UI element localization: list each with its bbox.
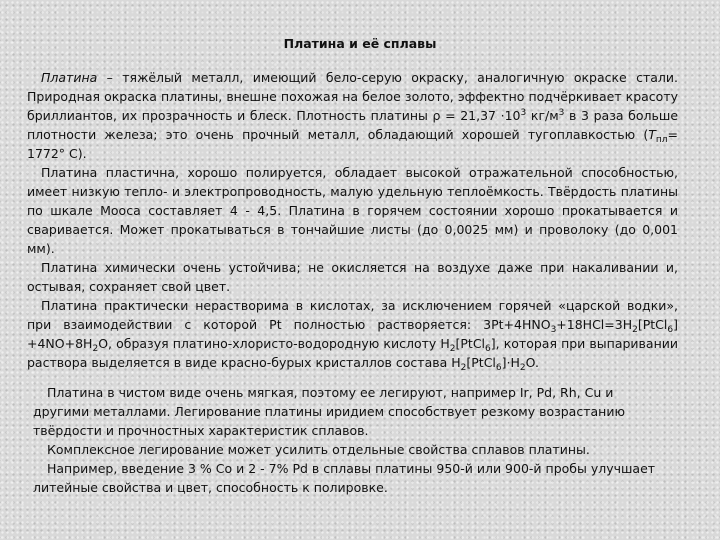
paragraph-example: Например, введение 3 % Co и 2 - 7% Pd в сплавы платины 950-й или 900-й пробы улучшает литейные свойства и цвет, способность к полировке. (33, 461, 656, 495)
text-span: ]·H (501, 355, 520, 370)
subscript: 6 (495, 363, 502, 373)
superscript: 3 (558, 108, 565, 118)
text-span: O, образуя платино-хлористо-водородную кислоту H (98, 336, 450, 351)
paragraph-alloying: Платина в чистом виде очень мягкая, поэтому ее легируют, например Ir, Pd, Rh, Cu и другими металлами. Легирование платины иридием способствует резкому возрастанию твёрдости и прочностных характеристик сплавов. (33, 385, 625, 438)
superscript: 3 (520, 108, 527, 118)
paragraph-density (27, 68, 678, 163)
subscript: пл (655, 135, 668, 145)
text-span: [PtCl (455, 336, 486, 351)
subscript: 2 (92, 344, 99, 354)
text-span: ], которая при выпаривании раствора выделяется в виде красно-бурых кристаллов состава H (27, 336, 678, 370)
text-span: [PtCl (637, 317, 668, 332)
text-span: в 3 раза больше плотности железа; это очень прочный металл, обладающий хорошей тугоплавкостью ( (27, 108, 679, 142)
text-span: Платина практически нерастворима в кислотах, за исключением горячей «царской водки», при взаимодействии с которой Pt полностью растворяется: 3Pt+4HNO (27, 298, 678, 332)
subscript: 2 (460, 363, 467, 373)
subscript: 3 (550, 325, 557, 335)
text-span: кг/м (526, 108, 559, 123)
subscript: 6 (485, 344, 491, 354)
text-span: +18HCl=3H (556, 317, 633, 332)
text-span: [PtCl (466, 355, 496, 370)
subscript: 2 (632, 325, 638, 335)
text-span: = 1772° С). (27, 127, 678, 161)
text-block-upper (27, 68, 678, 372)
subscript: 2 (449, 344, 456, 354)
temperature-symbol: T (648, 127, 656, 142)
text-span: O. (525, 355, 539, 370)
text-span: – тяжёлый металл, имеющий бело-серую окраску, аналогичную окраске стали. Природная окраска платины, внешне похожая на белое золото, эффектно подчёркивает красоту бриллиантов, их прозрачность и блеск. Плотность платины ρ = 21,37 ·10 (27, 70, 678, 123)
subscript: 2 (519, 363, 526, 373)
paragraph-complex-alloying: Комплексное легирование может усилить отдельные свойства сплавов платины. (47, 442, 590, 457)
subscript: 6 (667, 325, 674, 335)
text-span: ] +4NO+8H (27, 317, 678, 351)
text-block-lower (33, 383, 673, 497)
term-platinum: Платина (41, 70, 98, 85)
paragraph-plasticity: Платина пластична, хорошо полируется, обладает высокой отражательной способностью, имеет низкую тепло- и электропроводность, малую удельную теплоёмкость. Твёрдость платины по шкале Мооса составляет 4 - 4,5. Платина в горячем состоянии хорошо прокатывается и сваривается. Может прокатываться в тончайшие листы (до 0,0025 мм) и проволоку (до 0,001 мм). (27, 165, 678, 256)
page-title: Платина и её сплавы (283, 36, 437, 51)
paragraph-chemical-stability: Платина химически очень устойчива; не окисляется на воздухе даже при накаливании и, остывая, сохраняет свой цвет. (27, 260, 678, 294)
paragraph-acid-reaction (27, 296, 678, 372)
